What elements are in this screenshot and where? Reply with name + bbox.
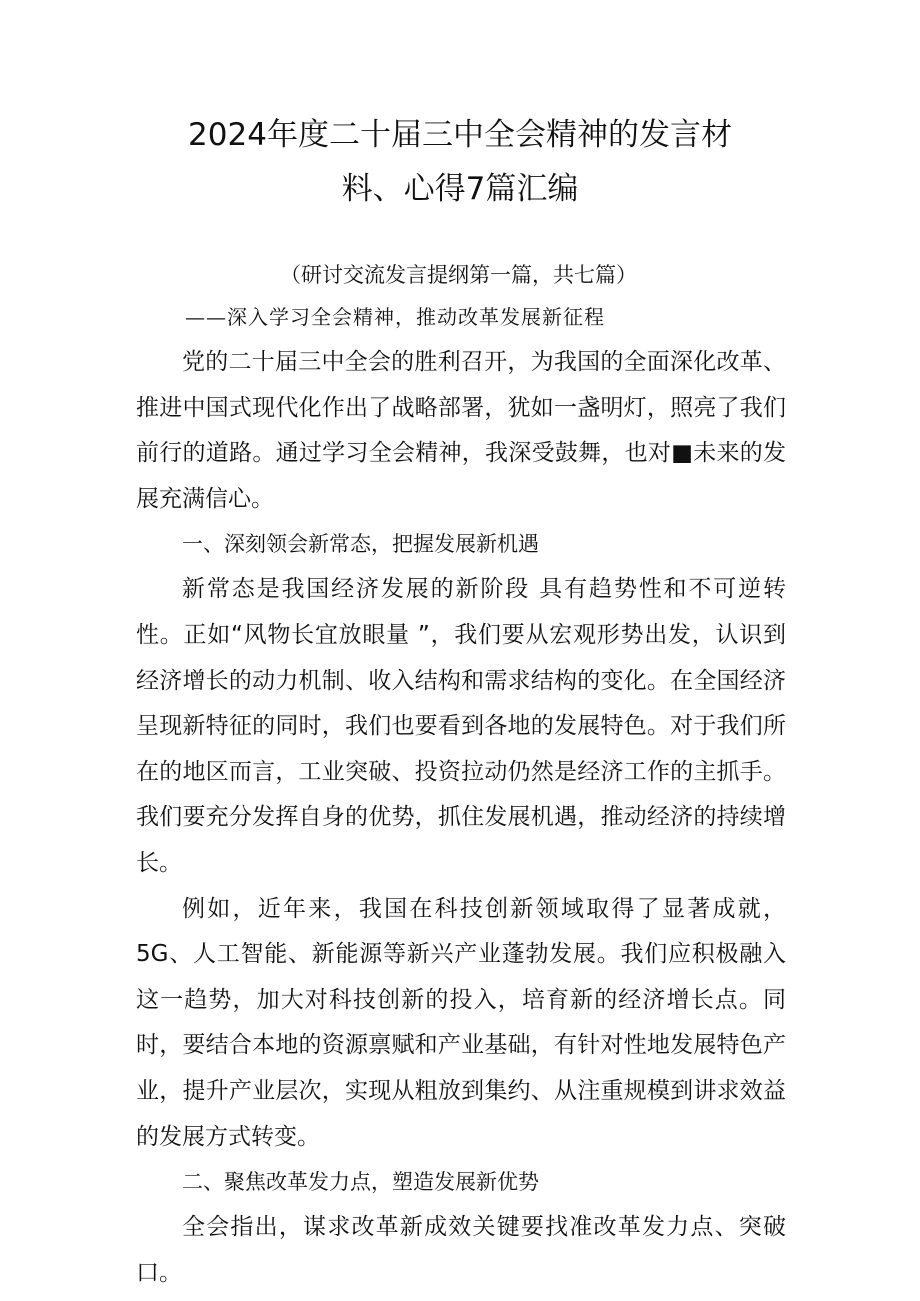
title-line-2: 料、心得7篇汇编 xyxy=(341,171,579,207)
paragraph-intro: 党的二十届三中全会的胜利召开，为我国的全面深化改革、推进中国式现代化作出了战略部署，犹如一盏明灯，照亮了我们前行的道路。通过学习全会精神，我深受鼓舞，也对■未来的发展充满信心。 xyxy=(136,349,786,512)
paragraph-reform: 全会指出，谋求改革新成效关键要找准改革发力点、突破口。 xyxy=(136,1214,786,1286)
paragraph-new-normal: 新常态是我国经济发展的新阶段 具有趋势性和不可逆转性。正如“风物长宜放眼量 ”，我们要从宏观形势出发，认识到经济增长的动力机制、收入结构和需求结构的变化。在全国经济呈现新特征的同时，我们也要看到各地的发展特色。对于我们所在的地区而言，工业突破、投资拉动仍然是经济工作的主抓手。我们要充分发挥自身的优势，抓住发展机遇，推动经济的持续增长。 xyxy=(136,576,786,876)
title-line-1: 2024年度二十届三中全会精神的发言材 xyxy=(188,117,732,153)
paragraph-example: 例如，近年来，我国在科技创新领域取得了显著成就，5G、人工智能、新能源等新兴产业蓬勃发展。我们应积极融入这一趋势，加大对科技创新的投入，培育新的经济增长点。同时，要结合本地的资源禀赋和产业基础，有针对性地发展特色产业，提升产业层次，实现从粗放到集约、从注重规模到讲求效益的发展方式转变。 xyxy=(136,895,786,1150)
section-heading-2: 二、聚焦改革发力点，塑造发展新优势 xyxy=(182,1170,539,1195)
document-title xyxy=(140,108,780,216)
document-body xyxy=(136,340,786,1296)
document-subtitle: （研讨交流发言提纲第一篇，共七篇） xyxy=(280,263,637,287)
section-heading-1: 一、深刻领会新常态，把握发展新机遇 xyxy=(182,532,539,557)
theme-line: ——深入学习全会精神，推动改革发展新征程 xyxy=(185,305,605,329)
